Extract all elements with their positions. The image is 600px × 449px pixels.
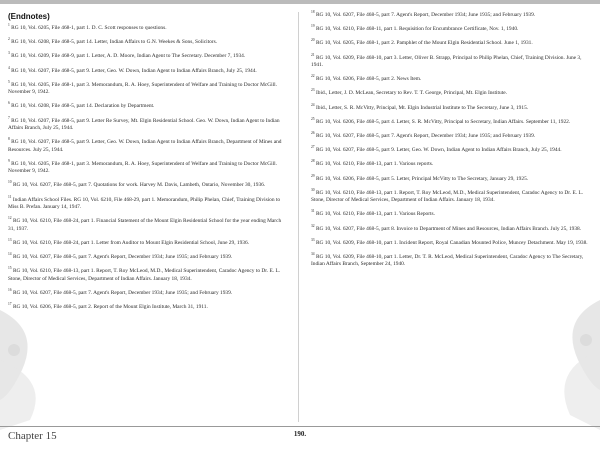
endnote-item [311,76,589,83]
endnote-number: 7 [8,115,10,120]
endnote-text: RG 10, Vol. 6210, File 468-24, part 1. Financial Statement of the Mount Elgin Residential School for the year ending March 31, 1937. [8,218,282,232]
chapter-label: Chapter 15 [8,430,57,442]
endnote-number: 28 [311,159,315,164]
endnote-number: 19 [311,24,315,29]
endnote-item [311,133,589,140]
endnote-item [8,82,288,97]
endnote-number: 12 [8,216,12,221]
endnote-text: RG 10, Vol. 6206, File 468-5, part 2. News Item. [315,76,422,83]
endnote-item [311,119,589,126]
endnote-item [311,102,589,112]
endnote-item [311,190,589,205]
endnote-text: RG 10, Vol. 6206, File 468-5, part 2. Report of the Mount Elgin Institute, March 31, 1911. [12,304,208,311]
endnote-text: Indian Affairs School Files. RG 10, Vol. 6210, File 468-29, part 1. Memorandum, Philip Phelan, Chief, Training Division to Miss B. Prefan. January 14, 1947. [8,196,281,211]
endnote-number: 33 [311,238,315,243]
endnote-item [8,39,288,46]
endnote-number: 17 [8,302,12,307]
endnote-item [8,254,288,261]
endnote-item [311,211,589,218]
endnote-number: 25 [311,117,315,122]
endnotes-right-column [311,12,589,276]
endnote-item [311,161,589,168]
endnote-number: 23 [311,88,315,93]
endnote-text: RG 10, Vol. 6205, File 468-1, part 3. Memorandum, R. A. Hoey, Superintendent of Welfare and Training to Doctor McGill. November 9, 1942. [8,160,278,175]
endnote-number: 6 [8,101,10,106]
endnote-item [8,139,288,154]
endnote-number: 34 [311,252,315,257]
endnote-text: RG 10, Vol. 6207, File 468-5, part 9. Letter, Geo. W. Down, Indian Agent to Indian Affairs Branch, July 25, 1944. [11,67,257,74]
endnote-text: RG 10, Vol. 6210, File 468-13, part 1. Various Reports. [315,211,435,218]
endnote-item [311,254,589,269]
endnote-item [8,268,288,283]
endnote-number: 16 [8,288,12,293]
endnote-text: RG 10, Vol. 6210, File 468-13, part 1. Report, T. Roy McLeod, M.D., Medical Superintendent, Caradoc Agency to Dr. E. L. Stone, Director of Medical Services, Department of Indian Affairs. January 18, 1934. [8,268,281,282]
endnote-number: 21 [311,52,315,57]
endnote-number: 31 [311,209,315,214]
endnote-text: Ibid., Letter, S. R. McVitty, Principal, Mt. Elgin Industrial Institute to The Secretary, June 3, 1915. [315,104,529,111]
endnote-item [8,161,288,176]
endnote-text: RG 10, Vol. 6210, File 468-13, part 1. Report, T. Roy McLeod, M.D., Medical Superintendent, Caradoc Agency to Dr. E. L. Stone, Director of Medical Services, Department of Indian Affairs. January 18, 1934. [311,189,584,204]
endnote-number: 27 [311,145,315,150]
endnote-item [8,240,288,247]
endnote-item [311,52,589,70]
endnote-text: RG 10, Vol. 6209, File 468-9, part 1. Letter, A. D. Moore, Indian Agent to The Secretary. December 7, 1934. [11,53,246,60]
endnote-text: RG 10, Vol. 6207, File 468-5, part 7. Agent's Report, December 1934; June 1935; and February 1939. [12,254,233,261]
endnote-number: 18 [311,10,315,15]
endnote-text: RG 10, Vol. 6207, File 468-5, part 8. Invoice to Department of Mines and Resources, Indian Affairs Branch. July 25, 1938. [315,225,582,232]
endnote-item [8,115,288,133]
endnote-text: RG 10, Vol. 6207, File 468-5, part 7. Quotations for work. Harvey M. Davis, Lambeth, Ontario, November 30, 1936. [12,182,266,189]
endnote-number: 15 [8,266,12,271]
endnote-text: RG 10, Vol. 6206, File 468-5, part 5. Letter, Principal McVitty to The Secretary, January 29, 1925. [315,175,529,182]
endnote-number: 9 [8,159,10,164]
endnote-number: 24 [311,102,315,107]
endnote-text: RG 10, Vol. 6207, File 468-5, part 7. Agent's Report, December 1934; June 1935; and February 1939. [315,12,536,18]
endnote-number: 10 [8,180,12,185]
endnote-text: RG 10, Vol. 6210, File 468-24, part 1. Letter from Auditor to Mount Elgin Residential School, June 29, 1936. [12,239,250,246]
endnote-text: RG 10, Vol. 6209, File 468-10, part 1. Letter, Dr. T. R. McLeod, Medical Superintendent, Caradoc Agency to The Secretary, Indian Affairs Branch, September 24, 1940. [311,254,584,268]
endnote-number: 1 [8,23,10,28]
endnote-text: RG 10, Vol. 6206, File 468-5, part 4. Letter, S. R. McVitty, Principal to Secretary, Indian Affairs. September 11, 1922. [315,118,571,125]
endnote-text: RG 10, Vol. 6207, File 468-5, part 9. Letter Re Survey, Mt. Elgin Residential School. Geo. W. Down, Indian Agent to Indian Affairs Branch, July 25, 1944. [8,117,280,132]
endnote-item [8,25,288,32]
endnote-text: RG 10, Vol. 6209, File 468-10, part 1. Incident Report, Royal Canadian Mounted Police, Muncey Detachment. May 19, 1938. [315,239,588,246]
endnote-text: RG 10, Vol. 6208, File 468-5, part 14. Declaration by Department. [11,103,155,110]
endnote-item [311,26,589,33]
endnote-item [8,218,288,233]
endnote-number: 3 [8,51,10,56]
endnote-number: 26 [311,131,315,136]
endnote-text: RG 10, Vol. 6207, File 468-5, part 7. Agent's Report, December 1934; June 1935; and February 1939. [12,289,233,296]
endnote-item [311,90,589,97]
endnotes-left-column [8,12,288,318]
endnote-text: RG 10, Vol. 6210, File 468-11, part 1. Requisition for Encumbrance Certificate, Nov. 1, 1940. [315,26,519,33]
left-notes-list [8,25,288,312]
endnote-number: 8 [8,137,10,142]
endnote-text: RG 10, Vol. 6208, File 468-5, part 14. Letter, Indian Affairs to G.N. Weekes & Sons, Solicitors. [11,39,218,46]
endnote-number: 2 [8,37,10,42]
endnote-text: RG 10, Vol. 6205, File 468-1, part 3. Memorandum, R. A. Hoey, Superintendent of Welfare and Training to Doctor McGill. November 9, 1942. [8,81,278,96]
endnote-text: RG 10, Vol. 6207, File 468-5, part 9. Letter, Geo. W. Down, Indian Agent to Indian Affairs Branch, Department of Mines and Resources. July 25, 1944. [8,139,282,153]
endnote-text: RG 10, Vol. 6207, File 468-5, part 7. Agent's Report, December 1934; June 1935; and February 1939. [315,133,536,140]
endnote-number: 13 [8,238,12,243]
endnote-text: RG 10, Vol. 6210, File 468-13, part 1. Various reports. [315,161,434,168]
endnote-item [8,290,288,297]
endnote-number: 29 [311,173,315,178]
right-notes-list [311,12,589,269]
endnotes-columns [0,6,600,418]
endnote-text: RG 10, Vol. 6205, File 468-1, part 1. D. C. Scott responses to questions. [11,25,167,31]
endnote-item [311,40,589,47]
endnote-number: 30 [311,188,315,193]
endnote-item [8,65,288,75]
endnote-text: RG 10, Vol. 6207, File 468-5, part 9. Letter, Geo. W. Down, Indian Agent to Indian Affairs Branch, July 25, 1944. [315,147,562,154]
top-rule [0,0,600,4]
endnotes-heading: (Endnotes) [8,12,50,21]
endnote-item [8,103,288,110]
endnote-number: 14 [8,252,12,257]
endnote-number: 11 [8,194,12,199]
footer-rule [0,426,600,427]
endnote-item [311,223,589,233]
endnote-item [8,53,288,60]
page-number: 190. [293,430,307,438]
endnote-number: 32 [311,223,315,228]
endnote-number: 20 [311,38,315,43]
endnote-number: 5 [8,80,10,85]
endnote-item [311,240,589,247]
page-footer [0,428,600,449]
endnote-item [8,182,288,189]
endnote-item [311,12,589,19]
endnote-number: 4 [8,65,10,70]
endnote-text: RG 10, Vol. 6209, File 468-10, part 3. Letter, Oliver B. Strapp, Principal to Philip Phelan, Chief, Training Division. June 3, 1941. [311,54,582,69]
endnote-item [8,304,288,311]
endnote-item [8,194,288,212]
column-divider [298,12,299,422]
endnote-item [311,147,589,154]
endnote-text: RG 10, Vol. 6205, File 468-1, part 2. Pamphlet of the Mount Elgin Residential School. June 1, 1931. [315,40,533,47]
endnote-item [311,173,589,183]
endnote-text: Ibid., Letter, J. D. McLean, Secretary to Rev. T. T. George, Principal, Mt. Elgin Institute. [315,90,507,97]
endnote-number: 22 [311,74,315,79]
